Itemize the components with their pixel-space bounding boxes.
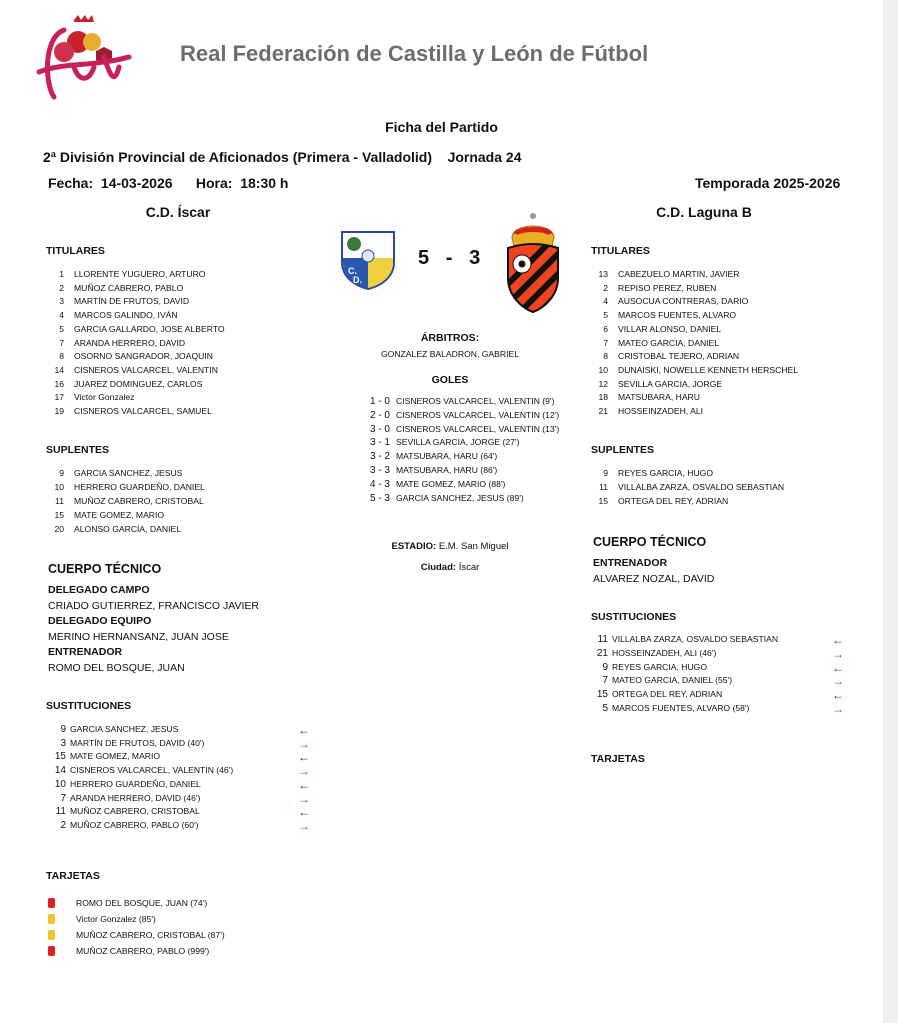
substitution-row xyxy=(590,688,722,701)
player-name: MATE GOMEZ, MARIO xyxy=(70,751,161,762)
away-subs-label: SUSTITUCIONES xyxy=(591,611,677,623)
player-row xyxy=(590,268,739,281)
player-number: 21 xyxy=(596,647,608,659)
player-name: MARCOS FUENTES, ALVARO xyxy=(618,310,737,321)
substitution-row xyxy=(590,661,707,674)
yellow-card-icon xyxy=(48,930,55,940)
arrow-right-icon: → xyxy=(298,791,310,806)
player-name: CRISTOBAL TEJERO, ADRIAN xyxy=(618,351,740,362)
substitution-row xyxy=(590,633,778,646)
player-name: ALONSO GARCÍA, DANIEL xyxy=(74,523,181,534)
player-number: 7 xyxy=(603,337,608,348)
player-number: 11 xyxy=(55,495,64,506)
player-number: 11 xyxy=(55,806,66,818)
goal-score: 5 - 3 xyxy=(369,492,390,504)
player-row xyxy=(590,495,728,508)
player-name: MARCOS FUENTES, ALVARO (58') xyxy=(612,703,750,713)
away-cards-label: TARJETAS xyxy=(591,753,645,765)
svg-text:D.: D. xyxy=(353,275,362,285)
card-player: Victor Gonzalez (85') xyxy=(76,914,156,924)
player-row xyxy=(48,282,183,295)
player-number: 5 xyxy=(59,323,64,334)
player-name: MUÑOZ CABRERO, PABLO xyxy=(74,282,184,293)
player-row xyxy=(48,378,202,391)
player-name: HOSSEINZADEH, ALI (46') xyxy=(612,647,717,658)
card-player: MUÑOZ CABRERO, CRISTOBAL (87') xyxy=(76,930,225,940)
player-number: 14 xyxy=(54,364,64,375)
city xyxy=(330,562,570,573)
goal-score: 3 - 3 xyxy=(369,465,390,476)
player-row xyxy=(48,295,189,308)
round: Jornada 24 xyxy=(447,149,522,165)
referees-label: ÁRBITROS: xyxy=(420,332,480,344)
season: Temporada 2025-2026 xyxy=(695,175,841,191)
goal-scorer: MATSUBARA, HARU (64') xyxy=(396,451,498,462)
competition xyxy=(43,149,522,165)
player-number: 13 xyxy=(598,269,608,279)
player-row xyxy=(590,323,721,336)
player-number: 8 xyxy=(603,351,608,362)
federation-logo xyxy=(34,12,134,102)
player-row xyxy=(48,350,213,363)
player-name: HERRERO GUARDEÑO, DANIEL xyxy=(70,778,201,789)
player-name: VILLAR ALONSO, DANIEL xyxy=(618,323,722,334)
player-number: 15 xyxy=(598,495,608,506)
red-card-icon xyxy=(48,898,55,908)
player-number: 1 xyxy=(59,269,64,279)
arrow-left-icon: ← xyxy=(298,805,310,820)
goal-scorer: CISNEROS VALCARCEL, VALENTIN (12') xyxy=(396,409,560,420)
player-number: 9 xyxy=(60,724,66,735)
goal-score: 3 - 1 xyxy=(369,437,390,449)
player-number: 5 xyxy=(602,703,608,714)
player-name: MUÑOZ CABRERO, PABLO (60') xyxy=(70,819,199,830)
away-score: 3 xyxy=(469,247,481,269)
substitution-row xyxy=(48,778,201,791)
player-row xyxy=(590,295,748,308)
player-name: HERRERO GUARDEÑO, DANIEL xyxy=(74,481,205,492)
player-row xyxy=(590,282,716,295)
goal-scorer: GARCIA SANCHEZ, JESUS (89') xyxy=(396,492,524,503)
player-number: 8 xyxy=(59,351,64,362)
player-number: 7 xyxy=(602,675,608,687)
stadium xyxy=(330,541,570,552)
staff-name: ALVAREZ NOZAL, DAVID xyxy=(593,573,715,585)
staff-role: ENTRENADOR xyxy=(593,557,668,569)
player-name: ORTEGA DEL REY, ADRIAN xyxy=(612,689,723,700)
player-row xyxy=(48,481,205,494)
player-number: 10 xyxy=(54,481,64,492)
score-separator: - xyxy=(445,247,453,269)
player-number: 2 xyxy=(603,282,608,293)
time-value: 18:30 h xyxy=(240,175,289,191)
player-number: 15 xyxy=(596,689,608,701)
substitution-row xyxy=(48,805,200,818)
player-name: OSORNO SANGRADOR, JOAQUIN xyxy=(74,351,213,362)
player-number: 15 xyxy=(54,509,64,520)
player-row xyxy=(48,309,178,322)
player-name: MATSUBARA, HARU xyxy=(618,392,700,403)
stadium-value: E.M. San Miguel xyxy=(438,541,509,552)
substitution-row xyxy=(48,792,200,805)
match-date-time xyxy=(48,175,288,191)
time-label: Hora: xyxy=(195,175,233,191)
player-name: Victor Gonzalez xyxy=(74,392,135,403)
player-number: 4 xyxy=(603,296,608,307)
player-name: CISNEROS VALCARCEL, VALENTIN (46') xyxy=(70,765,234,776)
player-number: 3 xyxy=(59,296,64,307)
arrow-right-icon: → xyxy=(832,702,844,716)
player-number: 14 xyxy=(54,765,66,777)
player-number: 20 xyxy=(54,523,64,534)
player-name: MARCOS GALINDO, IVÁN xyxy=(74,310,178,321)
away-team-crest xyxy=(504,208,562,319)
player-name: MUÑOZ CABRERO, CRISTOBAL xyxy=(74,495,204,506)
goal-score: 2 - 0 xyxy=(369,409,390,421)
player-name: VILLALBA ZARZA, OSVALDO SEBASTIAN xyxy=(612,634,779,644)
arrow-right-icon: → xyxy=(298,764,310,779)
arrow-left-icon: ← xyxy=(298,777,310,792)
home-team-name: C.D. Íscar xyxy=(145,204,211,220)
player-row xyxy=(590,350,739,363)
player-number: 19 xyxy=(54,406,64,416)
stadium-label: ESTADIO: xyxy=(391,541,437,552)
player-row xyxy=(48,509,164,522)
staff-role: DELEGADO EQUIPO xyxy=(48,615,152,627)
goal-scorer: MATSUBARA, HARU (86') xyxy=(396,465,498,475)
goal-scorer: CISNEROS VALCARCEL, VALENTIN (9') xyxy=(396,396,555,406)
player-name: CABEZUELO MARTIN, JAVIER xyxy=(618,269,740,279)
arrow-right-icon: → xyxy=(832,674,844,689)
goal-scorer: SEVILLA GARCIA, JORGE (27') xyxy=(396,437,520,448)
player-row xyxy=(590,378,722,391)
player-row xyxy=(590,309,736,322)
home-team-crest xyxy=(340,230,396,295)
player-row xyxy=(48,467,182,480)
away-staff-label: CUERPO TÉCNICO xyxy=(593,535,707,549)
player-row xyxy=(48,364,218,377)
goal-score: 3 - 2 xyxy=(369,451,390,463)
home-cards-label: TARJETAS xyxy=(46,870,100,882)
player-name: GARCIA SANCHEZ, JESUS xyxy=(70,724,179,734)
player-name: CISNEROS VALCARCEL, VALENTIN xyxy=(74,364,218,375)
away-suplentes-label: SUPLENTES xyxy=(591,444,655,456)
player-name: DUNAISKI, NOWELLE KENNETH HERSCHEL xyxy=(618,364,799,375)
substitution-row xyxy=(590,702,749,715)
staff-name: CRIADO GUTIERREZ, FRANCISCO JAVIER xyxy=(48,600,259,612)
arrow-left-icon: ← xyxy=(298,723,310,737)
home-score: 5 xyxy=(418,247,430,269)
date-label: Fecha: xyxy=(48,175,94,191)
player-row xyxy=(48,495,204,508)
player-number: 10 xyxy=(54,778,66,790)
city-value: Íscar xyxy=(458,562,480,573)
player-row xyxy=(590,405,703,418)
substitution-row xyxy=(48,819,199,832)
player-row xyxy=(48,337,185,350)
goal-score: 1 - 0 xyxy=(369,396,390,407)
player-number: 5 xyxy=(603,310,608,321)
arrow-left-icon: ← xyxy=(832,660,844,675)
player-number: 2 xyxy=(60,819,66,831)
city-label: Ciudad: xyxy=(420,562,457,573)
substitution-row xyxy=(48,764,233,777)
card-player: MUÑOZ CABRERO, PABLO (999') xyxy=(76,946,210,956)
player-number: 9 xyxy=(59,468,64,478)
player-name: REYES GARCIA, HUGO xyxy=(618,468,714,478)
goal-score: 3 - 0 xyxy=(369,423,390,435)
player-name: HOSSEINZADEH, ALI xyxy=(618,406,704,416)
home-subs-label: SUSTITUCIONES xyxy=(46,700,132,712)
player-name: CISNEROS VALCARCEL, SAMUEL xyxy=(74,406,212,416)
match-sheet-heading: Ficha del Partido xyxy=(385,119,498,135)
arrow-right-icon: → xyxy=(832,646,844,661)
player-name: REPISO PEREZ, RUBEN xyxy=(618,282,717,293)
arrow-left-icon: ← xyxy=(832,688,844,703)
player-number: 11 xyxy=(599,481,608,492)
player-name: AUSOCUA CONTRERAS, DARIO xyxy=(618,296,749,307)
player-number: 21 xyxy=(598,406,608,416)
player-number: 3 xyxy=(60,737,66,749)
player-row xyxy=(590,467,713,480)
away-titulares-label: TITULARES xyxy=(591,245,650,257)
player-number: 9 xyxy=(602,661,608,673)
arrow-right-icon: → xyxy=(298,736,310,751)
player-name: MATEO GARCIA, DANIEL xyxy=(618,337,720,348)
player-row xyxy=(590,481,784,494)
referee-name: GONZALEZ BALADRON, GABRIEL xyxy=(380,349,519,359)
date-value: 14-03-2026 xyxy=(100,175,173,191)
player-name: GARCIA SANCHEZ, JESUS xyxy=(74,468,183,478)
player-row xyxy=(590,391,700,404)
home-suplentes-label: SUPLENTES xyxy=(46,444,110,456)
away-team-name: C.D. Laguna B xyxy=(656,204,752,220)
substitution-row xyxy=(590,647,716,660)
player-name: VILLALBA ZARZA, OSVALDO SEBASTIAN xyxy=(618,481,785,492)
player-name: MATE GOMEZ, MARIO xyxy=(74,509,165,520)
arrow-left-icon: ← xyxy=(832,633,844,647)
staff-role: ENTRENADOR xyxy=(48,646,123,658)
player-number: 18 xyxy=(598,392,608,403)
staff-name: MERINO HERNANSANZ, JUAN JOSE xyxy=(48,631,229,643)
goal-scorer: MATE GOMEZ, MARIO (88') xyxy=(396,478,506,489)
player-name: SEVILLA GARCIA, JORGE xyxy=(618,378,723,389)
substitution-row xyxy=(590,674,732,687)
player-name: MATEO GARCIA, DANIEL (55') xyxy=(612,675,733,686)
substitution-row xyxy=(48,723,178,736)
home-staff-label: CUERPO TÉCNICO xyxy=(48,562,162,576)
player-name: JUAREZ DOMINGUEZ, CARLOS xyxy=(74,378,203,389)
goals-label: GOLES xyxy=(431,374,469,386)
player-name: GARCIA GALLARDO, JOSE ALBERTO xyxy=(74,323,225,334)
player-name: ORTEGA DEL REY, ADRIAN xyxy=(618,495,729,506)
player-name: MUÑOZ CABRERO, CRISTOBAL xyxy=(70,806,200,817)
player-number: 4 xyxy=(59,310,64,321)
player-row xyxy=(48,405,212,418)
player-row xyxy=(590,364,798,377)
federation-title: Real Federación de Castilla y León de Fútbol xyxy=(180,41,649,66)
player-row xyxy=(48,391,135,404)
staff-role: DELEGADO CAMPO xyxy=(48,584,150,596)
player-name: ARANDA HERRERO, DAVID xyxy=(74,337,186,348)
player-number: 9 xyxy=(603,468,608,478)
yellow-card-icon xyxy=(48,914,55,924)
player-row xyxy=(590,337,719,350)
player-name: ARANDA HERRERO, DAVID (46') xyxy=(70,792,201,803)
player-name: MARTÍN DE FRUTOS, DAVID xyxy=(74,296,190,307)
player-number: 17 xyxy=(54,392,64,403)
player-row xyxy=(48,323,225,336)
player-number: 16 xyxy=(54,378,64,389)
red-card-icon xyxy=(48,946,55,956)
player-name: MARTÍN DE FRUTOS, DAVID (40') xyxy=(70,737,205,748)
player-number: 7 xyxy=(59,337,64,348)
player-number: 7 xyxy=(60,792,66,804)
player-number: 2 xyxy=(59,282,64,293)
player-number: 12 xyxy=(598,378,608,389)
player-name: REYES GARCIA, HUGO xyxy=(612,661,708,672)
home-titulares-label: TITULARES xyxy=(46,245,105,257)
player-number: 6 xyxy=(603,323,608,334)
player-number: 10 xyxy=(598,364,608,375)
card-player: ROMO DEL BOSQUE, JUAN (74') xyxy=(76,898,208,908)
player-name: LLORENTE YUGUERO, ARTURO xyxy=(74,269,206,279)
player-row xyxy=(48,268,205,281)
goal-score: 4 - 3 xyxy=(369,478,390,490)
competition-name: 2ª División Provincial de Aficionados (Primera - Valladolid) xyxy=(43,149,432,165)
player-number: 15 xyxy=(54,751,66,763)
player-number: 11 xyxy=(597,634,608,645)
player-row xyxy=(48,523,181,536)
score xyxy=(418,247,480,270)
arrow-left-icon: ← xyxy=(298,750,310,765)
goal-scorer: CISNEROS VALCARCEL, VALENTIN (13') xyxy=(396,423,560,434)
arrow-right-icon: → xyxy=(298,818,310,833)
svg-text:C.: C. xyxy=(348,266,357,276)
substitution-row xyxy=(48,750,160,763)
staff-name: ROMO DEL BOSQUE, JUAN xyxy=(48,662,185,674)
substitution-row xyxy=(48,737,204,750)
